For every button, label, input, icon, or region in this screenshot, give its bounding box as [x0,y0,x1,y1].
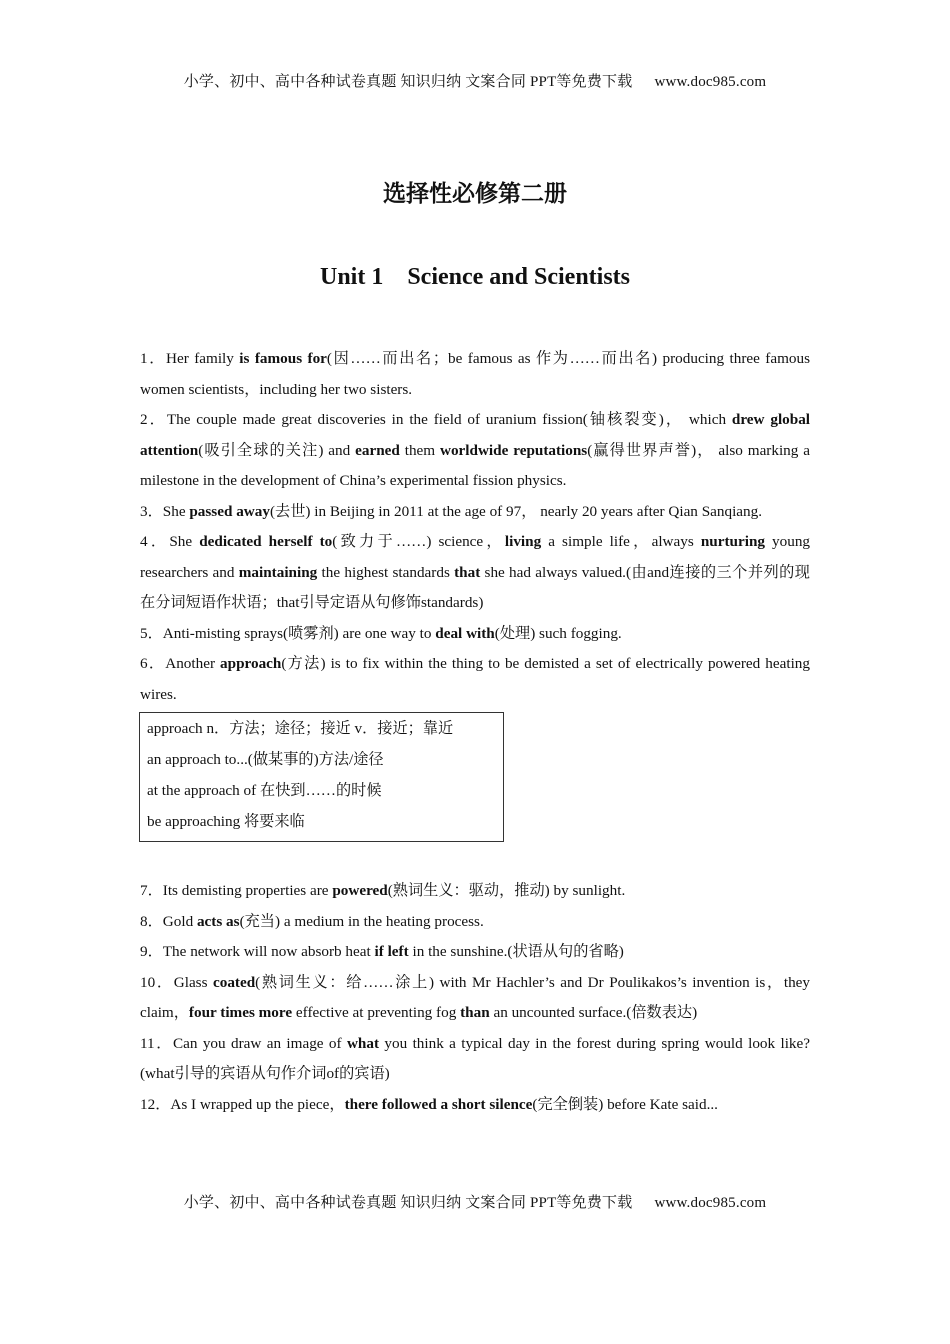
sentence-text: She [169,533,200,550]
sentence-text: (充当) a medium in the heating process. [239,912,484,930]
sentence-item [140,907,810,938]
sentence-text: She [162,502,190,520]
sentence-item [140,1090,810,1121]
sentence-text: Gold [162,912,197,930]
sentence-item [140,344,810,405]
unit-title [0,264,950,291]
sentence-text: Anti-misting sprays(喷雾剂) are one way to [162,624,436,642]
sentence-text: an uncounted surface.(倍数表达) [489,1004,698,1021]
key-phrase: dedicated herself to [199,533,333,550]
page-footer [0,1191,950,1212]
key-phrase: living [504,533,542,550]
key-phrase: coated [212,973,256,991]
sentence-text: a simple life，always [541,533,701,550]
sentence-item [140,497,810,528]
key-phrase: drew global attention [140,411,811,459]
item-number: 2． [140,411,167,428]
unit-name: Science and Scientists [407,264,630,290]
approach-note-box [139,712,504,842]
sentence-text: (赢得世界声誉)， also marking a milestone in the development of China’s experimental fission physics. [140,441,810,489]
footer-text: 小学、初中、高中各种试卷真题 知识归纳 文案合同 PPT等免费下载 [183,1195,633,1211]
item-number: 3． [140,502,163,520]
sentence-text: in the sunshine.(状语从句的省略) [408,943,624,960]
sentence-text: Its demisting properties are [162,882,333,899]
item-number: 9． [140,943,163,960]
key-phrase: deal with [435,624,495,642]
sentence-item [140,527,810,619]
header-url[interactable]: www.doc985.com [654,74,767,90]
sentence-text: (去世) in Beijing in 2011 at the age of 97， nearly 20 years after Qian Sanqiang. [269,502,763,520]
sentence-text: she had always valued.(由and连接的三个并列的现在分词短语作状语；that引导定语从句修饰standards) [140,563,810,611]
sentence-text: (致力于……) science， [332,533,505,550]
sentence-item [140,649,810,710]
sentence-text: Her family [166,350,240,367]
sentence-text: young researchers and [140,533,811,581]
key-phrase: passed away [189,502,270,520]
sentence-list [140,344,810,1120]
sentence-text: (吸引全球的关注) and [198,441,356,459]
sentence-text: (熟词生义：给……涂上) with Mr Hachler’s and Dr Poulikakos’s invention is，they claim， [140,973,811,1021]
key-phrase: there followed a short silence [344,1095,533,1113]
sentence-text: effective at preventing fog [292,1004,461,1021]
sentence-text: (完全倒装) before Kate said... [532,1095,718,1113]
sentence-text: (因……而出名；be famous as 作为……而出名) producing three famous women scientists，including her two sisters. [140,350,810,398]
key-phrase: acts as [196,912,240,930]
key-phrase: earned [355,441,400,459]
item-number: 12． [140,1095,171,1113]
note-line: at the approach of 在快到……的时候 [147,782,382,799]
sentence-text: Another [165,655,221,672]
footer-url[interactable]: www.doc985.com [654,1195,767,1211]
sentence-text: As I wrapped up the piece， [170,1095,345,1113]
header-text: 小学、初中、高中各种试卷真题 知识归纳 文案合同 PPT等免费下载 [183,74,633,90]
unit-number: Unit 1 [319,264,384,290]
item-number: 10． [140,973,174,991]
sentence-item [140,405,810,497]
key-phrase: approach [220,655,282,672]
sentence-text: (方法) is to fix within the thing to be demisted a set of electrically powered heating wires. [140,655,810,703]
item-number: 6． [140,655,166,672]
sentence-text: Can you draw an image of [172,1034,347,1052]
note-line: approach n．方法；途径；接近 v．接近；靠近 [147,720,454,737]
key-phrase: that [454,563,481,581]
key-phrase: is famous for [239,350,327,367]
key-phrase: four times more [188,1004,293,1021]
sentence-text: (熟词生义：驱动，推动) by sunlight. [387,882,626,899]
sentence-item [140,937,810,968]
item-number: 1． [140,350,167,367]
sentence-text: you think a typical day in the forest during spring would look like? (what引导的宾语从句作介词of的宾语) [140,1034,810,1082]
sentence-text: (处理) such fogging. [494,624,622,642]
key-phrase: if left [374,943,409,960]
sentence-item [140,968,810,1029]
key-phrase: what [346,1034,380,1052]
key-phrase: nurturing [700,533,765,550]
key-phrase: maintaining [238,563,318,581]
key-phrase: worldwide reputations [440,441,588,459]
sentence-text: The network will now absorb heat [162,943,375,960]
sentence-text: Glass [173,973,213,991]
key-phrase: powered [332,882,388,899]
item-number: 11． [140,1034,173,1052]
note-line: an approach to...(做某事的)方法/途径 [147,751,384,768]
sentence-item [140,619,810,650]
key-phrase: than [460,1004,490,1021]
sentence-item [140,876,810,907]
item-number: 7． [140,882,163,899]
note-line: be approaching 将要来临 [147,813,305,830]
item-number: 4． [140,533,170,550]
sentence-text: them [399,441,440,459]
sentence-item [140,1029,810,1090]
page-header [0,70,950,91]
book-title: 选择性必修第二册 [383,181,567,207]
sentence-text: The couple made great discoveries in the field of uranium fission(铀核裂变)， which [166,411,732,428]
sentence-text: the highest standards [317,563,455,581]
item-number: 5． [140,624,163,642]
item-number: 8． [140,912,163,930]
